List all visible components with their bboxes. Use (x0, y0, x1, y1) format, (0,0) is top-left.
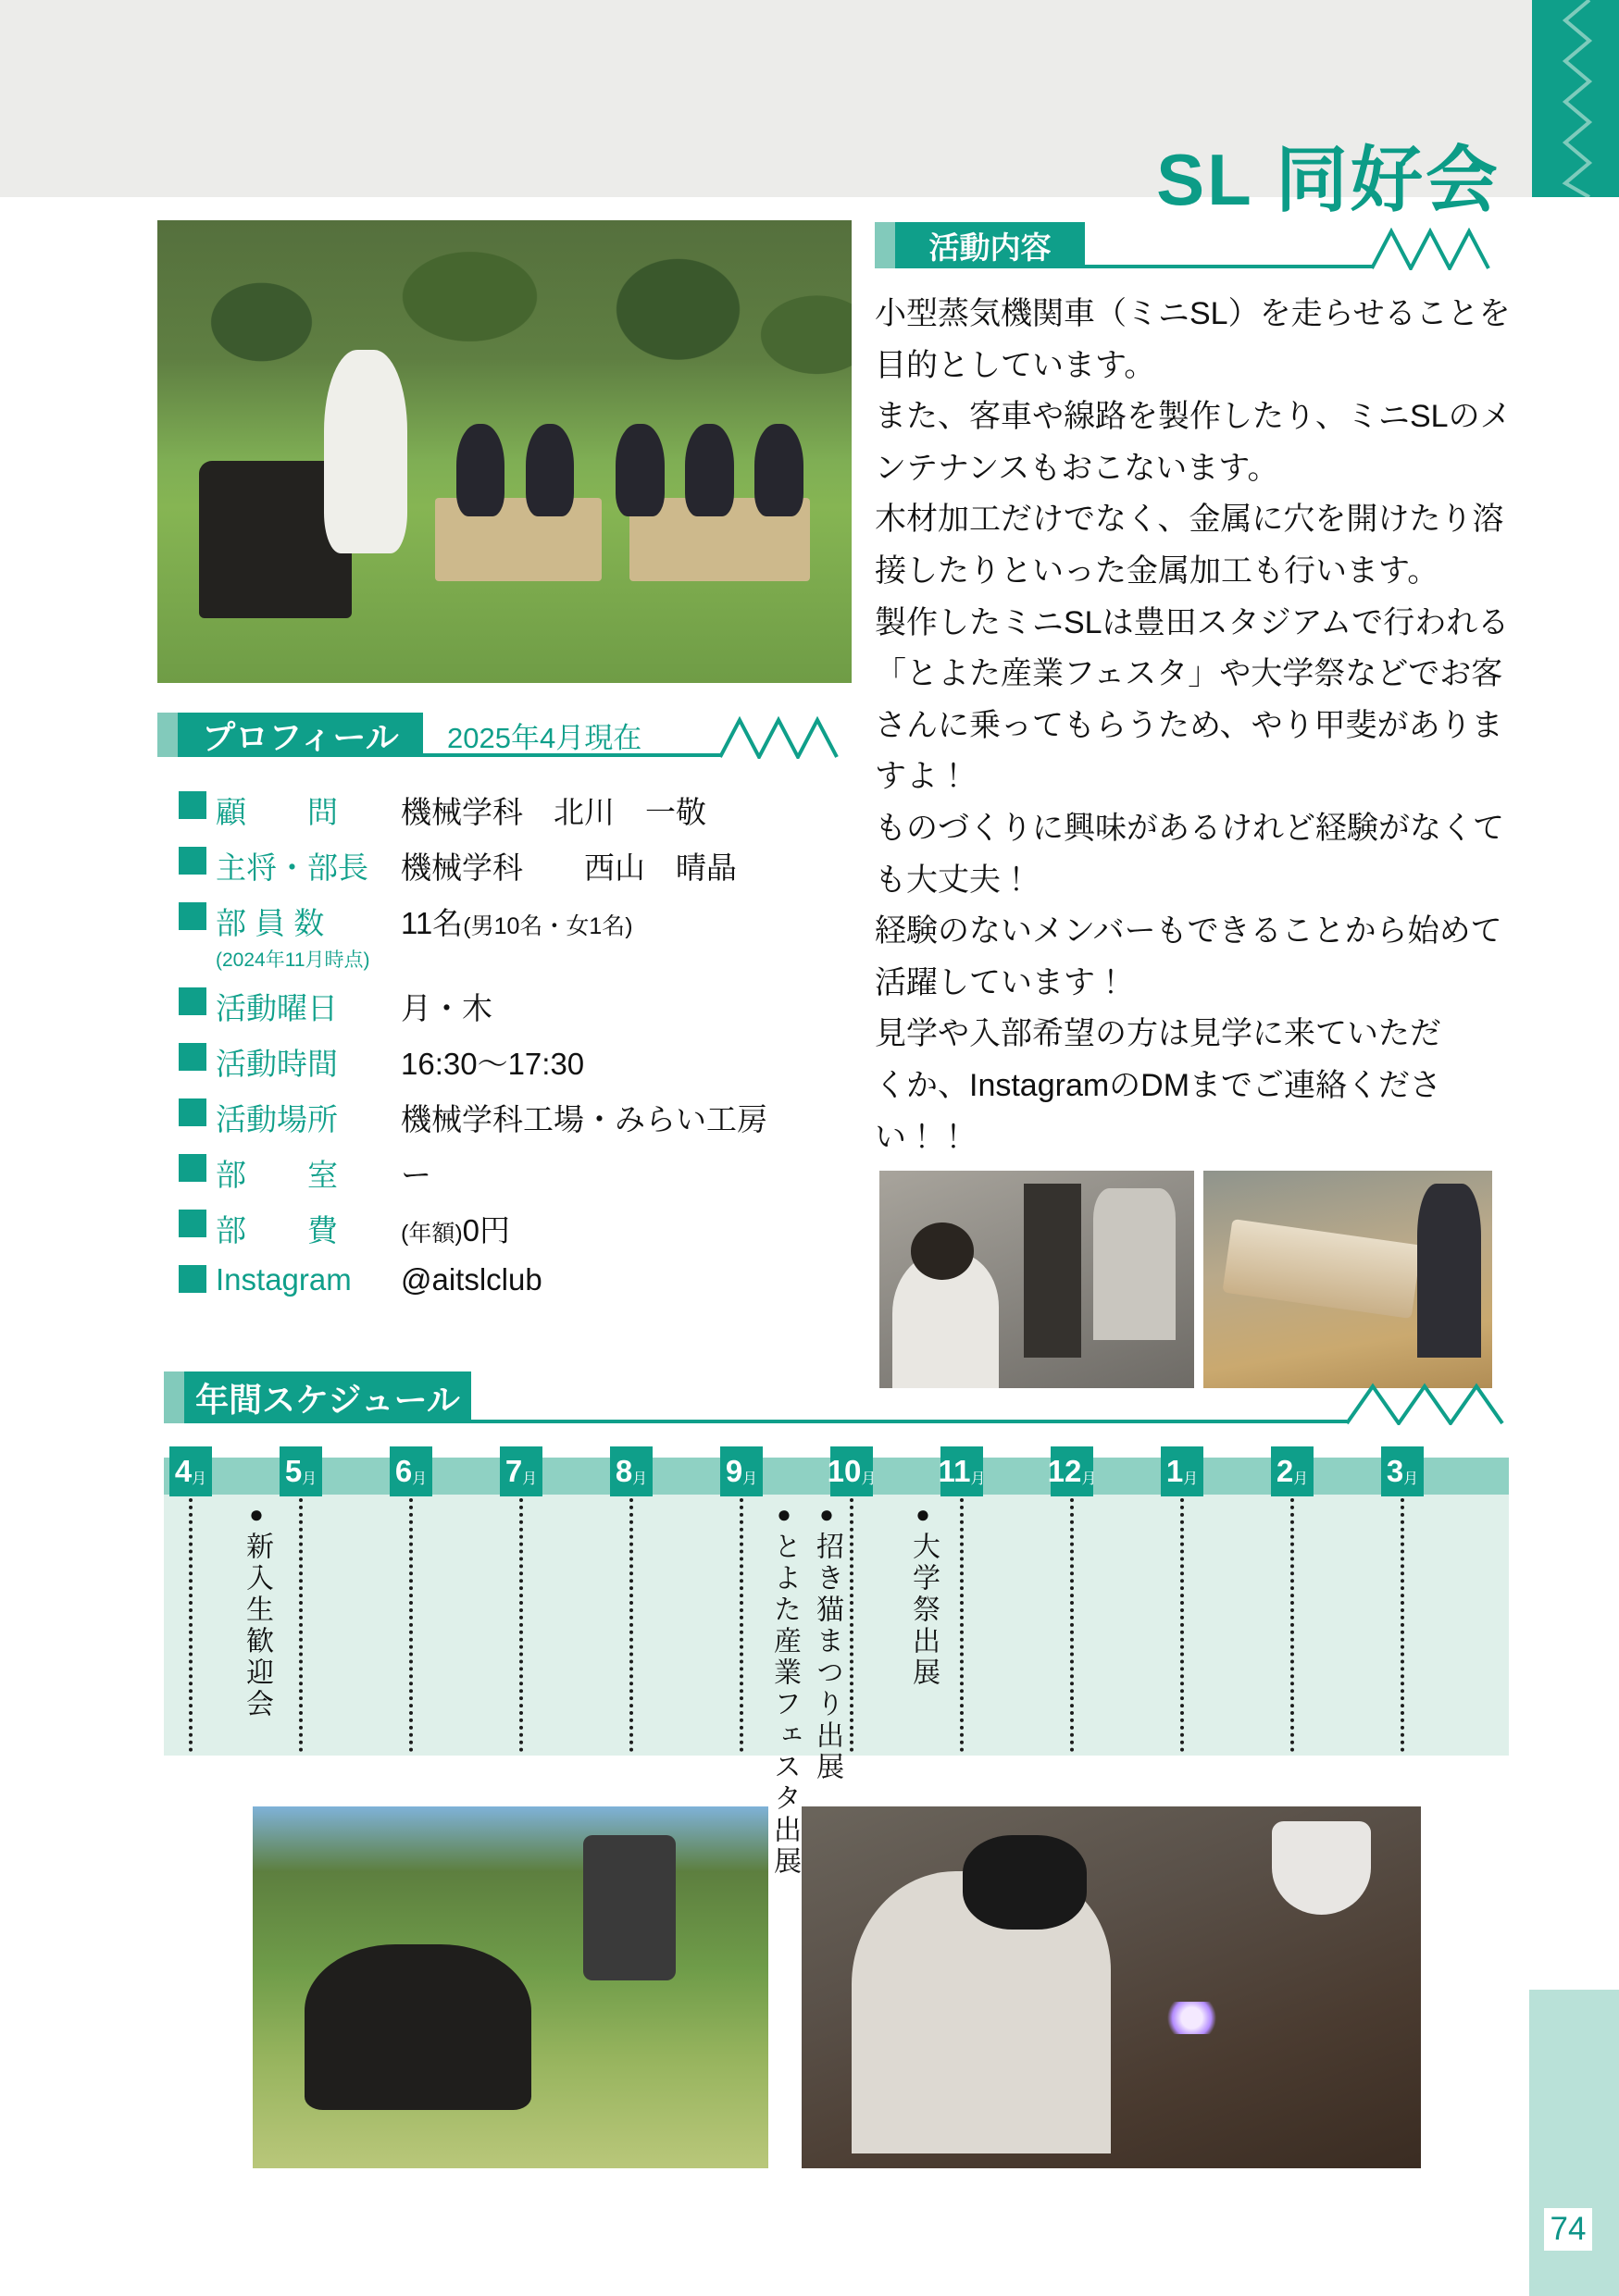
profile-label: 部 員 数 (216, 906, 325, 940)
profile-label: 部 費 (216, 1213, 338, 1247)
schedule-heading: 年間スケジュール (184, 1371, 471, 1423)
photo-passenger (754, 424, 803, 516)
activity-underline (1085, 265, 1372, 268)
month-tab: 5 月 (280, 1446, 322, 1496)
corner-accent-block (1532, 0, 1619, 197)
header-accent-square (164, 1371, 184, 1423)
photo-trees (157, 220, 852, 475)
month-tab: 9 月 (720, 1446, 763, 1496)
square-bullet-icon (179, 791, 206, 819)
photo-member (1417, 1184, 1481, 1358)
photo-water-tank (583, 1835, 676, 1980)
profile-value: (年額)0円 (401, 1213, 511, 1247)
month-gridline (629, 1498, 633, 1752)
schedule-event (236, 1502, 277, 1720)
square-bullet-icon (179, 902, 206, 930)
photo-passenger (616, 424, 665, 516)
month-gridline (299, 1498, 303, 1752)
month-gridline (1401, 1498, 1404, 1752)
month-tab: 8 月 (610, 1446, 653, 1496)
photo-apron-member (1093, 1188, 1175, 1341)
profile-row (179, 1096, 864, 1139)
profile-row (179, 1262, 864, 1297)
activity-heading: 活動内容 (895, 222, 1085, 268)
profile-label: 活動時間 (216, 1047, 338, 1081)
photo-passenger (526, 424, 575, 516)
profile-label: 部 室 (216, 1158, 338, 1192)
schedule-section-header (164, 1371, 471, 1423)
profile-value: @aitslclub (401, 1262, 542, 1297)
month-tab: 11 月 (940, 1446, 983, 1496)
profile-underline (423, 753, 720, 757)
event-bullet-icon: ● (819, 1500, 834, 1528)
month-tab: 12 月 (1051, 1446, 1093, 1496)
month-gridline (1180, 1498, 1184, 1752)
square-bullet-icon (179, 1265, 206, 1293)
profile-row (179, 985, 864, 1028)
month-gridline (409, 1498, 413, 1752)
photo-workshop-bench (1203, 1171, 1492, 1388)
photo-mini-sl-ride (157, 220, 852, 683)
photo-lamp (1272, 1821, 1371, 1916)
profile-label: 主将・部長 (216, 850, 368, 885)
profile-label: 顧 問 (216, 795, 338, 829)
profile-row (179, 900, 864, 973)
profile-section-header (157, 713, 641, 757)
profile-value: 16:30～17:30 (401, 1047, 585, 1081)
photo-welding (802, 1806, 1421, 2168)
page-title: SL 同好会 (1156, 139, 1501, 220)
profile-value: 月・木 (401, 991, 492, 1025)
profile-label: 活動曜日 (216, 991, 338, 1025)
photo-wood-bench (1222, 1219, 1421, 1319)
schedule-underline (471, 1420, 1347, 1423)
event-bullet-icon: ● (249, 1500, 264, 1528)
square-bullet-icon (179, 1098, 206, 1126)
photo-student-head (911, 1222, 974, 1279)
month-tab: 10 月 (830, 1446, 873, 1496)
profile-as-of-date: 2025年4月現在 (447, 721, 642, 754)
square-bullet-icon (179, 1210, 206, 1237)
photo-workshop-machining (879, 1171, 1194, 1388)
photo-driver (324, 350, 407, 553)
month-gridline (519, 1498, 523, 1752)
month-gridline (1290, 1498, 1294, 1752)
annual-schedule-timeline (164, 1446, 1509, 1878)
month-tab: 1 月 (1161, 1446, 1203, 1496)
month-gridline (740, 1498, 743, 1752)
month-tab: 6 月 (390, 1446, 432, 1496)
profile-zigzag-icon (720, 716, 839, 759)
photo-passenger (685, 424, 734, 516)
schedule-event (806, 1502, 847, 1783)
profile-value: 11名(男10名・女1名) (401, 906, 633, 940)
schedule-event (764, 1502, 804, 1878)
profile-row (179, 788, 864, 832)
header-accent-square (875, 222, 895, 268)
photo-machine (1024, 1184, 1080, 1358)
square-bullet-icon (179, 1154, 206, 1182)
square-bullet-icon (179, 847, 206, 875)
profile-rows (179, 788, 864, 1309)
activity-text: 小型蒸気機関車（ミニSL）を走らせることを 目的としています。 また、客車や線路を製作したり、ミニSLのメ ンテナンスもおこないます。 木材加工だけでなく、金属に穴を開けたり溶 接したりといった金属加工も行います。 製作したミニSLは豊田スタジアムで行われる 「とよた産業フェスタ」や大学祭などでお客 さんに乗ってもらうため、やり甲斐がありま すよ！ ものづくりに興味があるけれど経験がなくて も大丈夫！ 経験のないメンバーもできることから始めて 活躍しています！ 見学や入部希望の方は見学に来ていただ くか、InstagramのDMまでご連絡くださ い！！ (875, 296, 1512, 1155)
photo-weld-spark (1161, 2002, 1223, 2034)
profile-row (179, 1151, 864, 1195)
month-gridline (850, 1498, 853, 1752)
photo-mini-sl-park (253, 1806, 768, 2168)
corner-zigzag-icon (1532, 0, 1619, 197)
photo-welding-helmet (963, 1835, 1087, 1930)
month-gridline (960, 1498, 964, 1752)
profile-value: 機械学科工場・みらい工房 (401, 1102, 767, 1136)
month-tab: 7 月 (500, 1446, 542, 1496)
profile-row (179, 1207, 864, 1250)
profile-label-note: (2024年11月時点) (216, 949, 370, 971)
month-tab: 3 月 (1381, 1446, 1424, 1496)
month-gridline (189, 1498, 193, 1752)
month-gridline (1070, 1498, 1074, 1752)
event-label: 新入生歓迎会 (242, 1532, 272, 1720)
photo-passenger (456, 424, 505, 516)
photo-locomotive (305, 1944, 531, 2111)
activity-section-header (875, 222, 1085, 268)
month-tab: 4 月 (169, 1446, 212, 1496)
event-label: 大学祭出展 (908, 1532, 939, 1689)
profile-label: Instagram (216, 1262, 352, 1297)
event-bullet-icon: ● (915, 1500, 930, 1528)
event-label: 招き猫まつり出展 (812, 1532, 842, 1783)
square-bullet-icon (179, 1043, 206, 1071)
profile-row (179, 844, 864, 887)
schedule-zigzag-icon (1347, 1383, 1504, 1425)
activity-zigzag-icon (1372, 228, 1490, 270)
event-label: とよた産業フェスタ出展 (769, 1532, 800, 1878)
profile-value: ー (401, 1158, 431, 1192)
profile-heading: プロフィール (178, 713, 423, 757)
month-tab: 2 月 (1271, 1446, 1314, 1496)
square-bullet-icon (179, 987, 206, 1015)
profile-value: 機械学科 西山 晴晶 (401, 850, 737, 885)
profile-row (179, 1040, 864, 1084)
schedule-event (903, 1502, 943, 1689)
profile-label: 活動場所 (216, 1102, 338, 1136)
header-accent-square (157, 713, 178, 757)
page-number: 74 (1544, 2208, 1592, 2251)
event-bullet-icon: ● (777, 1500, 791, 1528)
profile-value: 機械学科 北川 一敬 (401, 795, 706, 829)
